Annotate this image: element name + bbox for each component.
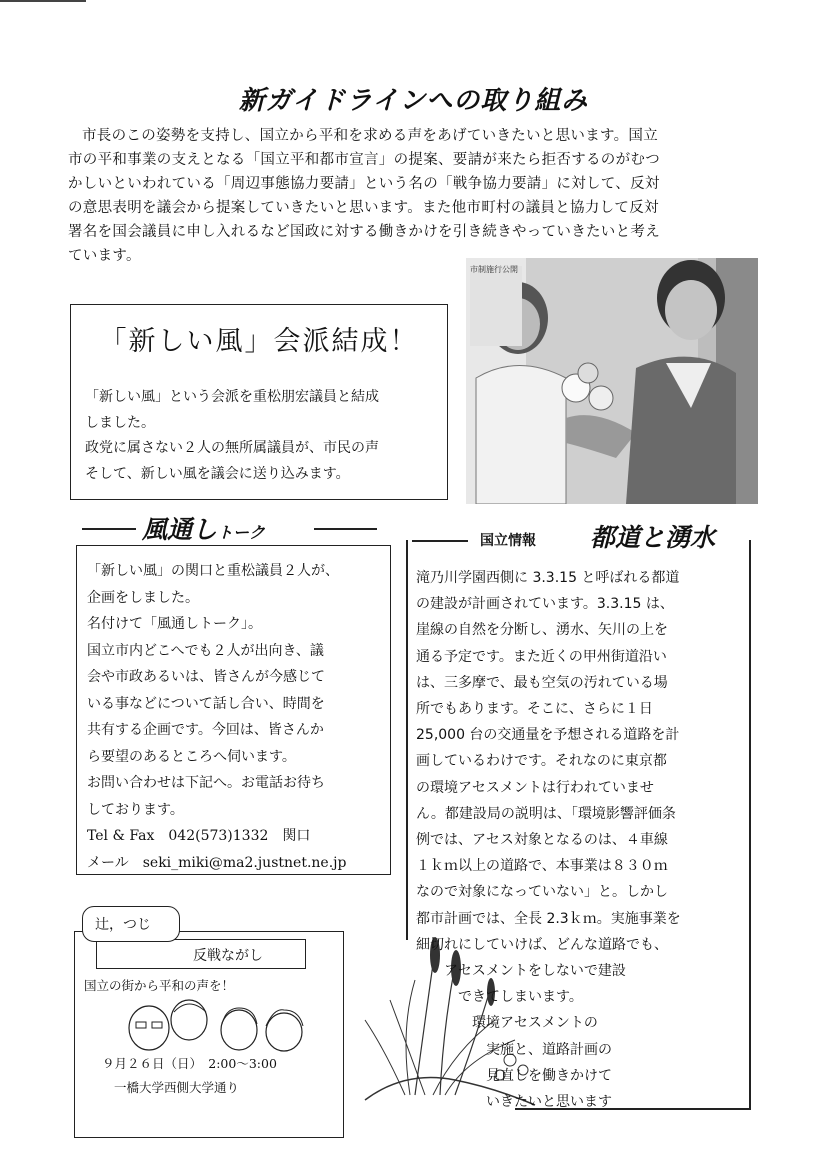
kazetooshi-line: しております。 (87, 801, 184, 818)
toro-body (416, 565, 746, 1115)
members-photo (466, 258, 758, 504)
speech-bubble (82, 906, 180, 942)
intro-line: 市長のこの姿勢を支持し、国立から平和を求める声をあげていきたいと思います。国立 (82, 128, 659, 144)
kazetooshi-line: いる事などについて話し合い、時間を (87, 695, 325, 712)
bubble-text: 辻，つじ (95, 917, 151, 933)
faces-illustration (114, 994, 324, 1054)
intro-line: かしいといわれている「周辺事態協力要請」という名の「戦争協力要請」に対して、反対 (68, 176, 660, 192)
intro-line: ています。 (68, 248, 141, 264)
toro-title: 都道と湧水 (590, 523, 716, 552)
contact-tel: Tel & Fax 042(573)1332 関口 (87, 828, 311, 844)
toro-line: ん。都建設局の説明は、「環境影響評価条 (416, 805, 676, 822)
toro-line: の環境アセスメントは行われていませ (416, 779, 654, 796)
kaiha-line: 政党に属さない２人の無所属議員が、市民の声 (85, 440, 379, 456)
kazetooshi-line: 企画をしました。 (87, 589, 199, 606)
toro-line: 画しているわけです。それなのに東京都 (416, 753, 667, 770)
toro-line: できてしまいます。 (416, 989, 583, 1006)
toro-line: 実施と、道路計画の (416, 1041, 612, 1058)
toro-line: は、三多摩で、最も空気の汚れている場 (416, 674, 668, 691)
kazetooshi-line: お問い合わせは下記へ。お電話お待ち (87, 775, 325, 791)
kaiha-line: そして、新しい風を議会に送り込みます。 (85, 465, 350, 482)
flyer-title: 反戦ながし (193, 948, 263, 964)
toro-line: アセスメントをしないで建設 (416, 963, 626, 980)
kazetooshi-line: 国立市内どこへでも２人が出向き、議 (87, 642, 324, 659)
kazetooshi-title-small: トーク (217, 523, 266, 542)
kazetooshi-header (82, 510, 377, 546)
toro-line: の建設が計画されています。3.3.15 は、 (416, 596, 674, 613)
kazetooshi-line: 会や市政あるいは、皆さんが今感じて (87, 669, 325, 685)
kazetooshi-line: 名付けて「風通しトーク」。 (87, 616, 262, 632)
toro-tag: 国立情報 (480, 533, 536, 549)
toro-line: 25,000 台の交通量を予想される道路を計 (416, 727, 680, 744)
toro-line: 細切れにしていけば、どんな道路でも、 (416, 936, 668, 953)
toro-line: 所でもあります。そこに、さらに１日 (416, 701, 653, 718)
flyer-place: 一橋大学西側大学通り (114, 1080, 240, 1095)
kazetooshi-body (87, 558, 387, 876)
toro-border-left (406, 540, 408, 940)
toro-line: なので対象になっていない」と。しかし (416, 884, 668, 901)
kazetooshi-line: ら要望のあるところへ伺います。 (87, 748, 296, 765)
intro-paragraph (68, 124, 758, 268)
intro-line: 署名を国会議員に申し入れるなど国政に対する働きかけを引き続きやっていきたいと考え (68, 224, 660, 240)
kaiha-line: しました。 (85, 414, 155, 431)
toro-line: 例では、アセス対象となるのは、４車線 (416, 832, 668, 849)
toro-line: １ｋｍ以上の道路で、本事業は８３０ｍ (416, 858, 668, 875)
kaiha-title: 「新しい風」会派結成！ (99, 326, 419, 357)
kazetooshi-line: 共有する企画です。今回は、皆さんか (87, 722, 324, 738)
photo-image (466, 258, 758, 504)
toro-line: 環境アセスメントの (416, 1015, 598, 1032)
intro-line: 市の平和事業の支えとなる「国立平和都市宣言」の提案、要請が来たら拒否するのがむつ (68, 152, 660, 168)
toro-line: 都市計画では、全長 2.3ｋｍ。実施事業を (416, 910, 681, 927)
contact-mail[interactable]: メール seki_miki@ma2.justnet.ne.jp (87, 854, 347, 871)
toro-line: いきたいと思います (416, 1094, 612, 1111)
kazetooshi-line: 「新しい風」の関口と重松議員２人が、 (87, 563, 339, 579)
toro-border-right (749, 540, 751, 1110)
kazetooshi-title: 風通しトーク (142, 515, 266, 544)
flyer-title-box (96, 939, 306, 969)
top-rule (0, 0, 86, 2)
flyer-datetime: ９月２６日（日） 2:00〜3:00 (102, 1056, 277, 1071)
toro-header (412, 518, 752, 558)
intro-line: の意思表明を議会から提案していきたいと思います。また他市町村の議員と協力して反対 (68, 200, 659, 216)
page-title: 新ガイドラインへの取り組み (238, 86, 589, 116)
kaiha-body (85, 385, 435, 487)
photo-sign-text: 市制施行公開 (470, 265, 518, 274)
toro-line: 通る予定です。また近くの甲州街道沿い (416, 648, 667, 665)
kazetooshi-box (76, 545, 391, 875)
flyer-subtitle: 国立の街から平和の声を！ (84, 978, 235, 993)
kaiha-box (70, 304, 448, 500)
kaiha-line: 「新しい風」という会派を重松朋宏議員と結成 (85, 389, 379, 405)
toro-line: 滝乃川学園西側に 3.3.15 と呼ばれる都道 (416, 570, 680, 586)
toro-line: 見直しを働きかけて (416, 1067, 612, 1084)
toro-line: 崖線の自然を分断し、湧水、矢川の上を (416, 622, 668, 639)
hansen-nagashi-flyer (74, 906, 344, 1138)
